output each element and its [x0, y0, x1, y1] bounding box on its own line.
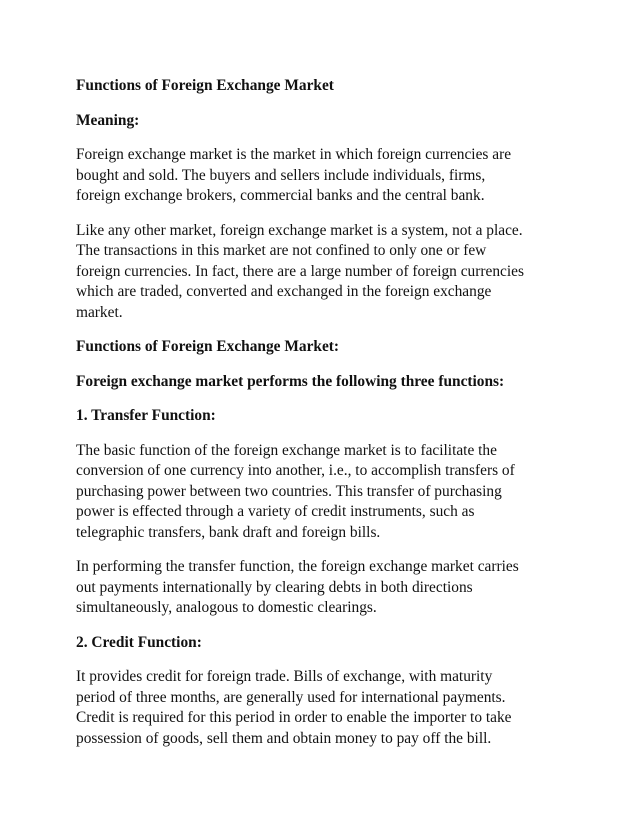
credit-function-heading: 2. Credit Function: [76, 633, 202, 651]
transfer-paragraph-2 [76, 557, 568, 619]
document-title: Functions of Foreign Exchange Market [76, 77, 334, 94]
text-line: market. [76, 303, 123, 321]
functions-intro: Foreign exchange market performs the following three functions: [76, 372, 505, 390]
document-body [76, 76, 568, 763]
text-line: Credit is required for this period in order to enable the importer to take [76, 709, 512, 726]
credit-paragraph-1 [76, 667, 568, 749]
text-line: out payments internationally by clearing debts in both directions [76, 578, 473, 596]
text-line: telegraphic transfers, bank draft and foreign bills. [76, 523, 381, 541]
text-line: foreign currencies. In fact, there are a large number of foreign currencies [76, 262, 524, 280]
text-line: simultaneously, analogous to domestic clearings. [76, 599, 377, 616]
text-line: Foreign exchange market is the market in which foreign currencies are [76, 146, 512, 163]
text-line: The transactions in this market are not confined to only one or few [76, 242, 487, 259]
text-line: power is effected through a variety of credit instruments, such as [76, 503, 475, 520]
transfer-function-heading: 1. Transfer Function: [76, 407, 216, 424]
transfer-paragraph-1 [76, 441, 568, 544]
text-line: period of three months, are generally used for international payments. [76, 688, 506, 706]
text-line: which are traded, converted and exchanged in the foreign exchange [76, 283, 492, 300]
meaning-heading: Meaning: [76, 111, 140, 129]
text-line: purchasing power between two countries. This transfer of purchasing [76, 482, 502, 500]
text-line: The basic function of the foreign exchange market is to facilitate the [76, 441, 497, 459]
meaning-paragraph-1 [76, 145, 568, 207]
text-line: conversion of one currency into another, i.e., to accomplish transfers of [76, 462, 515, 479]
text-line: foreign exchange brokers, commercial banks and the central bank. [76, 187, 485, 204]
meaning-paragraph-2 [76, 221, 568, 324]
text-line: bought and sold. The buyers and sellers include individuals, firms, [76, 166, 486, 184]
text-line: possession of goods, sell them and obtain money to pay off the bill. [76, 729, 492, 747]
functions-heading: Functions of Foreign Exchange Market: [76, 338, 340, 355]
text-line: It provides credit for foreign trade. Bills of exchange, with maturity [76, 668, 493, 685]
text-line: Like any other market, foreign exchange market is a system, not a place. [76, 221, 523, 239]
text-line: In performing the transfer function, the foreign exchange market carries [76, 558, 519, 575]
